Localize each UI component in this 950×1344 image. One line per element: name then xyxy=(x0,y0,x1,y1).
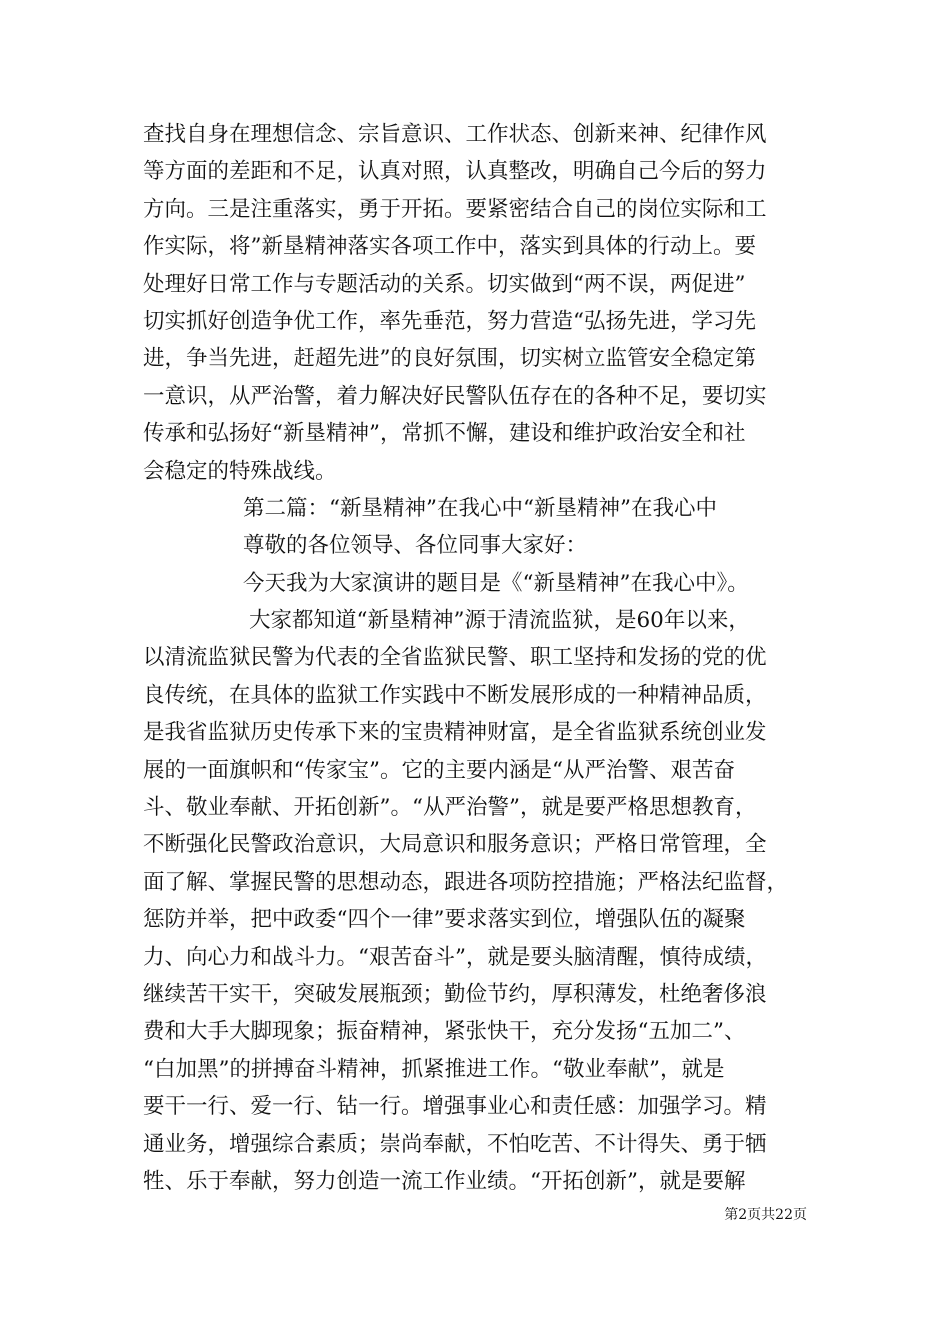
text-line: 继续苦干实干，突破发展瓶颈；勤俭节约，厚积薄发，杜绝奢侈浪 xyxy=(143,981,767,1007)
text-line: 斗、敬业奉献、开拓创新”。“从严治警”，就是要严格思想教育， xyxy=(143,795,757,821)
text-line: 大家都知道“新垦精神”源于清流监狱，是60年以来， xyxy=(249,608,750,634)
text-line: 一意识，从严治警，着力解决好民警队伍存在的各种不足，要切实 xyxy=(143,383,767,409)
text-line: 切实抓好创造争优工作，率先垂范，努力营造“弘扬先进，学习先 xyxy=(143,308,756,334)
body-text xyxy=(143,116,827,1200)
text-line: 等方面的差距和不足，认真对照，认真整改，明确自己今后的努力 xyxy=(143,159,767,185)
text-line: 费和大手大脚现象；振奋精神，紧张快干，充分发扬“五加二”、 xyxy=(143,1019,746,1045)
text-line: 传承和弘扬好“新垦精神”，常抓不懈，建设和维护政治安全和社 xyxy=(143,421,746,447)
text-line: 力、向心力和战斗力。“艰苦奋斗”，就是要头脑清醒，慎待成绩， xyxy=(143,944,767,970)
text-line: 方向。三是注重落实，勇于开拓。要紧密结合自己的岗位实际和工 xyxy=(143,196,767,222)
text-line: 不断强化民警政治意识，大局意识和服务意识；严格日常管理，全 xyxy=(143,832,767,858)
text-line: 进，争当先进，赶超先进”的良好氛围，切实树立监管安全稳定第 xyxy=(143,346,756,372)
text-line: 展的一面旗帜和“传家宝”。它的主要内涵是“从严治警、艰苦奋 xyxy=(143,757,735,783)
greeting-line: 尊敬的各位领导、各位同事大家好： xyxy=(243,533,588,559)
text-line: 今天我为大家演讲的题目是《“新垦精神”在我心中》。 xyxy=(243,570,749,596)
text-line: 惩防并举，把中政委“四个一律”要求落实到位，增强队伍的凝聚 xyxy=(143,907,746,933)
section-heading: 第二篇：“新垦精神”在我心中“新垦精神”在我心中 xyxy=(243,495,717,521)
text-line: 会稳定的特殊战线。 xyxy=(143,458,337,484)
text-line: 牲、乐于奉献，努力创造一流工作业绩。“开拓创新”，就是要解 xyxy=(143,1168,746,1194)
text-line: 作实际，将”新垦精神落实各项工作中，落实到具体的行动上。要 xyxy=(143,234,756,260)
text-line: 面了解、掌握民警的思想动态，跟进各项防控措施；严格法纪监督， xyxy=(143,869,789,895)
text-line: 要干一行、爱一行、钻一行。增强事业心和责任感：加强学习。精 xyxy=(143,1094,767,1120)
text-line: 良传统，在具体的监狱工作实践中不断发展形成的一种精神品质， xyxy=(143,682,767,708)
page-number: 第2页共22页 xyxy=(724,1207,807,1223)
text-line: 处理好日常工作与专题活动的关系。切实做到“两不误，两促进” xyxy=(143,271,746,297)
text-line: 查找自身在理想信念、宗旨意识、工作状态、创新来神、纪律作风 xyxy=(143,122,767,147)
text-line: 是我省监狱历史传承下来的宝贵精神财富，是全省监狱系统创业发 xyxy=(143,720,767,746)
text-line: “白加黑”的拼搏奋斗精神，抓紧推进工作。“敬业奉献”，就是 xyxy=(143,1056,725,1082)
text-line: 通业务，增强综合素质；崇尚奉献，不怕吃苦、不计得失、勇于牺 xyxy=(143,1131,767,1157)
text-line: 以清流监狱民警为代表的全省监狱民警、职工坚持和发扬的党的优 xyxy=(143,645,767,671)
